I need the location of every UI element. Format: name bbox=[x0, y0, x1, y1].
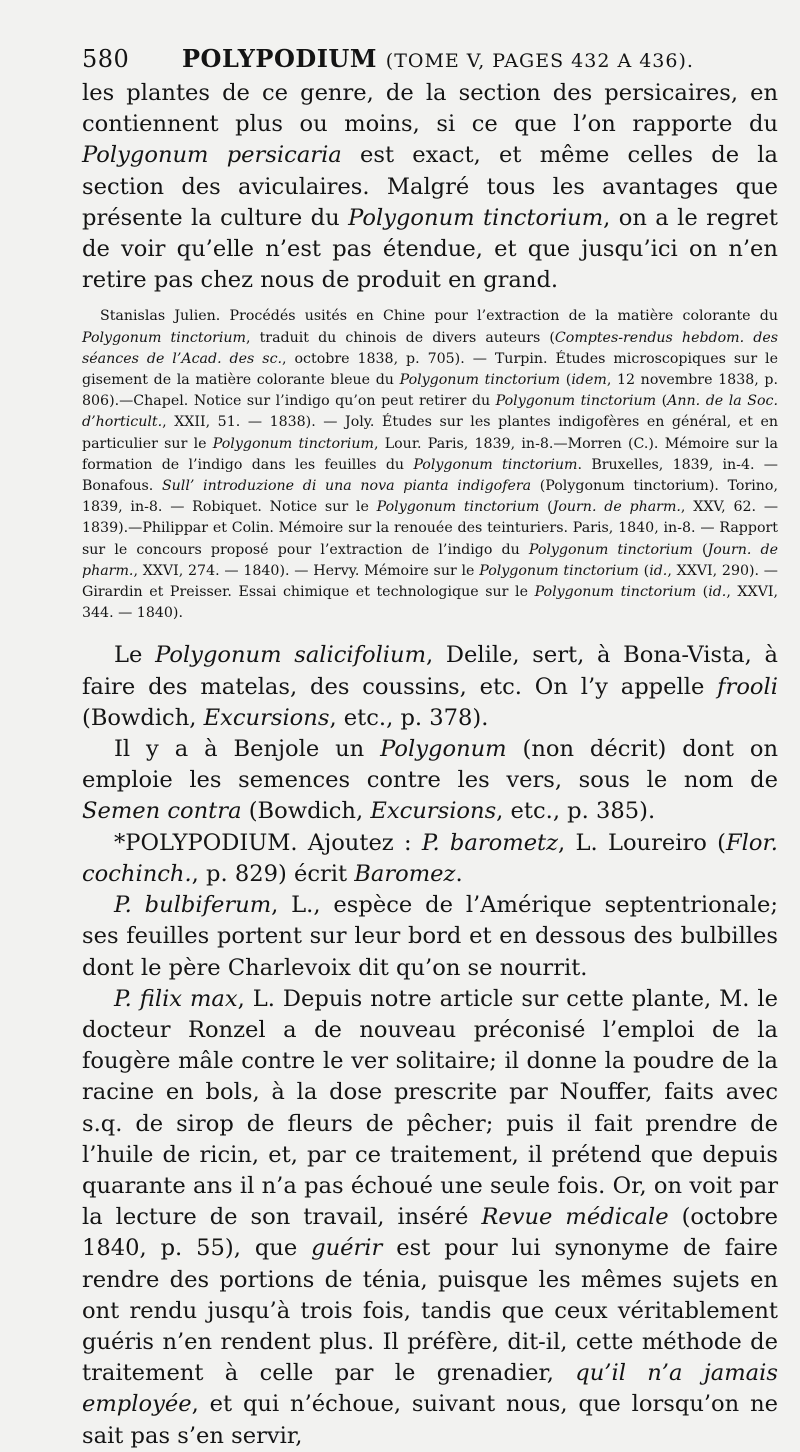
text-run: *POLYPODIUM. Ajoutez : bbox=[114, 829, 422, 856]
text-run: . Bruxelles, 1839, in-4. — Bonafous. bbox=[82, 456, 778, 495]
text-run: (Bowdich, bbox=[241, 798, 371, 825]
italic-text: Polygonum tinctorium bbox=[82, 329, 246, 346]
text-run: , et qui n’échoue, suivant nous, que lorsqu’on ne sait pas s’en servir, bbox=[82, 1391, 778, 1449]
text-run: les plantes de ce genre, de la section des persicaires, en contiennent plus ou moins, si ce que l’on rapporte du bbox=[82, 80, 778, 138]
text-run: , XXVI, 344. — 1840). bbox=[82, 584, 778, 622]
text-run: ( bbox=[539, 499, 553, 516]
text-run: (octobre 1840, p. 55), que bbox=[82, 1204, 778, 1262]
entry-filix-max bbox=[82, 984, 778, 1452]
text-run: Le bbox=[114, 642, 156, 669]
italic-text: idem bbox=[571, 372, 607, 389]
italic-text: frooli bbox=[717, 673, 778, 700]
running-title-main: POLYPODIUM bbox=[182, 44, 377, 73]
running-title-sub: (TOME V, PAGES 432 A 436). bbox=[385, 50, 694, 72]
text-run: Il y a à Benjole un bbox=[114, 736, 381, 763]
paragraph-salicifolium bbox=[82, 640, 778, 734]
text-run: , 12 novembre 1838, p. 806).—Chapel. Notice sur l’indigo qu’on peut retirer du bbox=[82, 372, 779, 410]
italic-text: Baromez bbox=[354, 860, 456, 887]
italic-text: Polygonum tinctorium bbox=[376, 499, 540, 516]
italic-text: Polygonum bbox=[380, 736, 507, 763]
italic-text: Polygonum tinctorium bbox=[528, 541, 693, 558]
text-run: ( bbox=[696, 584, 709, 601]
text-run: , L., espèce de l’Amérique septentrionale; ses feuilles portent sur leur bord et en dessous des bulbilles dont le père Charlevoix dit qu’on se nourrit. bbox=[82, 892, 778, 981]
text-run: , Lour. Paris, 1839, in-8.—Morren (C.). Mémoire sur la formation de l’indigo dans les feuilles du bbox=[82, 435, 779, 473]
text-run: , XXII, 51. — 1838). — Joly. Études sur les plantes indigofères en général, et en particulier sur le bbox=[82, 414, 778, 452]
text-run: ( bbox=[638, 562, 650, 579]
page-number: 580 bbox=[82, 45, 130, 73]
italic-text: id. bbox=[708, 584, 727, 601]
text-run: ( bbox=[656, 393, 668, 410]
italic-text: Polygonum tinctorium bbox=[495, 393, 657, 410]
text-run: (Polygonum tinctorium). Torino, 1839, in-8. — Robiquet. Notice sur le bbox=[82, 478, 778, 516]
italic-text: Flor. cochinch. bbox=[82, 829, 778, 887]
text-run: , traduit du chinois de divers auteurs ( bbox=[246, 329, 555, 346]
text-run: , etc., p. 378). bbox=[329, 704, 489, 731]
running-title bbox=[182, 44, 694, 73]
italic-text: Semen contra bbox=[82, 798, 242, 825]
paragraph-benjole bbox=[82, 734, 778, 828]
italic-text: Ann. de la Soc. d’horticult. bbox=[82, 393, 778, 431]
paragraph-persicaires bbox=[82, 78, 778, 296]
text-run: , L. Loureiro ( bbox=[558, 829, 726, 856]
running-header bbox=[82, 44, 778, 78]
text-run: , XXV, 62. — 1839).—Philippar et Colin. Mémoire sur la renouée des teinturiers. Paris, 1840, in-8. — Rapport sur le concours proposé pour l’extraction de l’indigo du bbox=[82, 499, 779, 558]
italic-text: Polygonum salicifolium bbox=[155, 642, 427, 669]
italic-text: Journ. de pharm. bbox=[552, 499, 681, 516]
italic-text: Polygonum tinctorium bbox=[399, 372, 561, 389]
text-run: ( bbox=[692, 541, 708, 558]
italic-text: Excursions bbox=[203, 704, 330, 731]
italic-text: Sull’ introduzione di una nova pianta indigofera bbox=[161, 478, 532, 495]
italic-text: P. barometz bbox=[421, 829, 559, 856]
italic-text: Polygonum persicaria bbox=[82, 142, 342, 169]
text-run: , L. Depuis notre article sur cette plante, M. le docteur Ronzel a de nouveau préconisé l’emploi de la fougère mâle contre le ver solitaire; il donne la poudre de la racine en bols, à la dose prescrite par Nouffer, faits avec s.q. de sirop de fleurs de pêcher; puis il fait prendre de l’huile de ricin, et, par ce traitement, il prétend que depuis quarante ans il n’a pas échoué une seule fois. Or, on voit par la lecture de son travail, inséré bbox=[82, 985, 778, 1231]
text-run: (Bowdich, bbox=[82, 704, 204, 731]
text-run: , Delile, sert, à Bona-Vista, à faire des matelas, des coussins, etc. On l’y appelle bbox=[82, 642, 778, 700]
italic-text: Polygonum tinctorium bbox=[534, 584, 697, 601]
italic-text: id. bbox=[649, 562, 668, 579]
italic-text: Excursions bbox=[370, 798, 497, 825]
text-run: , XXVI, 290). — Girardin et Preisser. Essai chimique et technologique sur le bbox=[82, 562, 778, 601]
text-run: . bbox=[455, 860, 463, 887]
italic-text: Polygonum tinctorium bbox=[413, 456, 578, 473]
text-run: , on a le regret de voir qu’elle n’est pas étendue, et que jusqu’ici on n’en retire pas chez nous de produit en grand. bbox=[82, 204, 778, 294]
italic-text: Revue médicale bbox=[481, 1204, 669, 1231]
text-run: , p. 829) écrit bbox=[191, 860, 355, 887]
italic-text: Journ. de pharm. bbox=[82, 541, 778, 579]
text-run: , etc., p. 385). bbox=[496, 798, 656, 825]
italic-text: Comptes-rendus hebdom. des séances de l’Acad. des sc. bbox=[82, 329, 778, 367]
italic-text: Polygonum tinctorium bbox=[479, 562, 639, 579]
entry-polypodium bbox=[82, 828, 778, 890]
italic-text: guérir bbox=[311, 1235, 383, 1262]
text-run: , XXVI, 274. — 1840). — Hervy. Mémoire sur le bbox=[133, 562, 480, 579]
italic-text: P. bulbiferum bbox=[114, 892, 272, 919]
text-run: est pour lui synonyme de faire rendre des portions de ténia, puisque les mêmes sujets en ont rendu jusqu’à trois fois, tandis que ceux véritablement guéris n’en rendent plus. Il préfère, dit-il, cette méthode de traitement à celle par le grenadier, bbox=[82, 1235, 778, 1387]
text-run: (non décrit) dont on emploie les semences contre les vers, sous le nom de bbox=[82, 736, 779, 794]
italic-text: Polygonum tinctorium bbox=[348, 204, 604, 231]
italic-text: qu’il n’a jamais employée bbox=[82, 1360, 778, 1418]
text-run: est exact, et même celles de la section des aviculaires. Malgré tous les avantages que présente la culture du bbox=[82, 142, 778, 231]
text-run: , octobre 1838, p. 705). — Turpin. Études microscopiques sur le gisement de la matière colorante bleue du bbox=[82, 350, 778, 389]
italic-text: P. filix max bbox=[114, 985, 238, 1012]
text-run: Stanislas Julien. Procédés usités en Chine pour l’extraction de la matière colorante du bbox=[100, 308, 778, 325]
entry-bulbiferum bbox=[82, 890, 778, 984]
text-run: ( bbox=[560, 372, 572, 389]
bibliographic-note bbox=[82, 306, 778, 624]
italic-text: Polygonum tinctorium bbox=[212, 435, 374, 452]
